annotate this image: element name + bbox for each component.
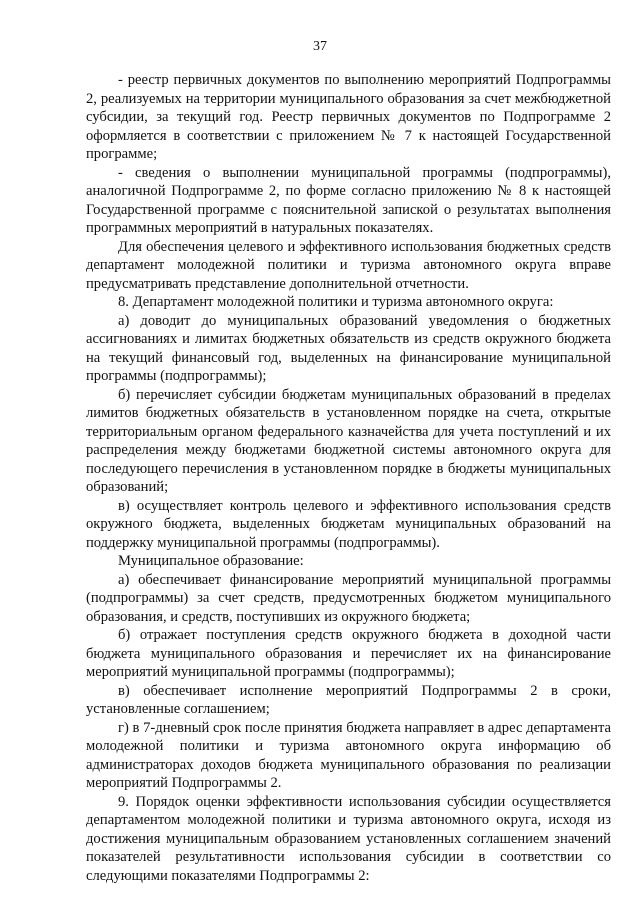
paragraph-municipality-heading: Муниципальное образование: [118,553,304,569]
page-number: 37 [313,39,327,54]
paragraph-8b: б) перечисляет субсидии бюджетам муниципальных образований в пределах лимитов бюджетных обязательств в установленном порядке на счета, открытые территориальным органом федерального казначейства для учета поступлений и их распределения между бюджетами бюджетной системы автономного округа для последующего перечисления в установленном порядке в бюджеты муниципальных образований; [86,386,611,495]
paragraph-section-8-heading: 8. Департамент молодежной политики и туризма автономного округа: [118,294,554,310]
paragraph-municipality-b: б) отражает поступления средств окружного бюджета в доходной части бюджета муниципального образования и перечисляет их на финансирование мероприятий муниципальной программы (подпрограммы); [86,627,611,680]
paragraph-section-9: 9. Порядок оценки эффективности использования субсидии осуществляется департаментом молодежной политики и туризма автономного округа, исходя из достижения муниципальным образованием установленных соглашением значений показателей результативности использования субсидии в соответствии со следующими показателями Подпрограммы 2: [86,793,611,884]
paragraph-registry: - реестр первичных документов по выполнению мероприятий Подпрограммы 2, реализуемых на территории муниципального образования за счет межбюджетной субсидии, за текущий год. Реестр первичных документов по Подпрограмме 2 оформляется в соответствии с приложением № 7 к настоящей Государственной программе; [86,72,611,162]
paragraph-municipality-d: г) в 7-дневный срок после принятия бюджета направляет в адрес департамента молодежной политики и туризма автономного округа информацию об администраторах доходов бюджета муниципального образования по реализации мероприятий Подпрограммы 2. [86,719,611,791]
paragraph-8a: а) доводит до муниципальных образований уведомления о бюджетных ассигнованиях и лимитах бюджетных обязательств из средств окружного бюджета на текущий финансовый год, выделенных на финансирование муниципальной программы (подпрограммы); [86,312,611,384]
paragraph-8c: в) осуществляет контроль целевого и эффективного использования средств окружного бюджета, выделенных бюджетам муниципальных образований на поддержку муниципальной программы (подпрограммы). [86,497,611,551]
paragraph-municipality-a: а) обеспечивает финансирование мероприятий муниципальной программы (подпрограммы) за счет средств, предусмотренных бюджетом муниципального образования, и средств, поступивших из окружного бюджета; [86,571,611,625]
paragraph-municipality-c: в) обеспечивает исполнение мероприятий Подпрограммы 2 в сроки, установленные соглашением; [86,682,611,717]
document-body [86,71,611,885]
paragraph-program-info: - сведения о выполнении муниципальной программы (подпрограммы), аналогичной Подпрограмме 2, по форме согласно приложению № 8 к настоящей Государственной программе с пояснительной запиской о результатах выполнения программных мероприятий в натуральных показателях. [86,164,611,236]
paragraph-additional-reporting: Для обеспечения целевого и эффективного использования бюджетных средств департамент молодежной политики и туризма автономного округа вправе предусматривать представление дополнительной отчетности. [86,238,611,292]
